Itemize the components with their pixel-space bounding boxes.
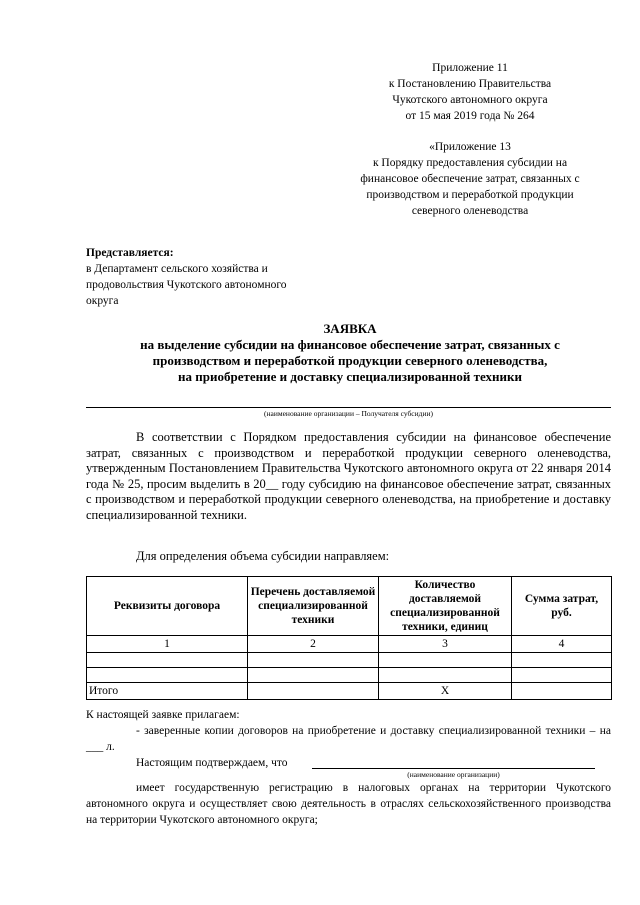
table-header-cell: Количество доставляемой специализированной техники, единиц [379, 577, 512, 636]
main-paragraph: В соответствии с Порядком предоставления субсидии на финансовое обеспечение затрат, связанных с производством и переработкой продукции северного оленеводства, утвержденным Постановлением Правительства Чукотского автономного округа от 22 января 2014 года № 25, просим выделить в 20__ году субсидию на финансовое обеспечение затрат, связанных с производством и переработкой продукции северного оленеводства, на приобретение и доставку специализированной техники. [86, 430, 611, 522]
appendix-13-line1: «Приложение 13 [429, 141, 511, 153]
title-main: ЗАЯВКА [323, 321, 377, 336]
appendix-13-line3: финансовое обеспечение затрат, связанных с [360, 173, 580, 185]
table-row [87, 668, 612, 683]
title-line1: на выделение субсидии на финансовое обеспечение затрат, связанных с [140, 337, 560, 352]
submitted-line1: в Департамент сельского хозяйства и [86, 263, 268, 275]
table-cell[interactable] [512, 668, 612, 683]
final-paragraph: имеет государственную регистрацию в налоговых органах на территории Чукотского автономного округа и осуществляет свою деятельность в отраслях сельскохозяйственного производства на территории Чукотского автономного округа; [86, 782, 611, 826]
title-line3: на приобретение и доставку специализированной техники [178, 369, 522, 384]
appendix-11-line2: к Постановлению Правительства [388, 78, 552, 90]
table-header-cell: Перечень доставляемой специализированной техники [248, 577, 379, 636]
appendix-11-line3: Чукотского автономного округа [392, 94, 548, 106]
table-cell[interactable] [87, 668, 248, 683]
attach-heading: К настоящей заявке прилагаем: [86, 709, 240, 721]
table-total-row [87, 683, 612, 700]
submitted-to-block [86, 245, 346, 309]
table-header-cell: Сумма затрат, руб. [512, 577, 612, 636]
table-cell[interactable] [379, 668, 512, 683]
appendix-13-block [340, 139, 600, 219]
table-number-cell: 1 [87, 636, 248, 653]
table-cell[interactable] [512, 683, 612, 700]
table-total-mark: Х [379, 683, 512, 700]
table-total-label: Итого [87, 683, 248, 700]
table-number-row [87, 636, 612, 653]
table-cell[interactable] [248, 653, 379, 668]
appendix-13-line5: северного оленеводства [411, 205, 529, 217]
org-caption: (наименование организации – Получателя субсидии) [264, 409, 433, 418]
table-cell[interactable] [87, 653, 248, 668]
table-header-cell: Реквизиты договора [87, 577, 248, 636]
org-caption-2: (наименование организации) [407, 770, 500, 779]
confirm-text: Настоящим подтверждаем, что [136, 757, 288, 769]
table-row [87, 653, 612, 668]
title-line2: производством и переработкой продукции северного оленеводства, [152, 353, 548, 368]
submitted-line2: продовольствия Чукотского автономного [86, 279, 287, 291]
org-name-line [86, 407, 611, 408]
table-cell[interactable] [379, 653, 512, 668]
appendix-11-line4: от 15 мая 2019 года № 264 [405, 110, 535, 122]
table-header-row [87, 577, 612, 636]
table-number-cell: 4 [512, 636, 612, 653]
table-cell[interactable] [512, 653, 612, 668]
appendix-11-line1: Приложение 11 [432, 62, 508, 74]
submitted-line3: округа [86, 295, 119, 307]
document-title [80, 321, 620, 385]
appendix-13-line2: к Порядку предоставления субсидии на [372, 157, 568, 169]
subsidy-table [86, 576, 612, 700]
submitted-heading: Представляется: [86, 247, 174, 259]
table-cell[interactable] [248, 668, 379, 683]
attach-item: - заверенные копии договоров на приобретение и доставку специализированной техники – на ___ л. [86, 725, 611, 753]
direct-line: Для определения объема субсидии направляем: [136, 549, 390, 563]
table-cell[interactable] [248, 683, 379, 700]
org-name-line-2[interactable] [312, 768, 595, 769]
appendix-13-line4: производством и переработкой продукции [366, 189, 574, 201]
table-number-cell: 3 [379, 636, 512, 653]
appendix-11-block [340, 60, 600, 124]
table-number-cell: 2 [248, 636, 379, 653]
